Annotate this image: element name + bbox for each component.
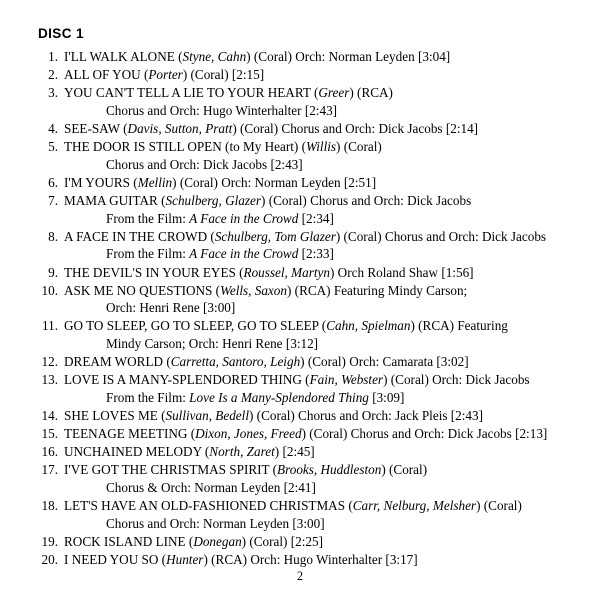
track-text: GO TO SLEEP, GO TO SLEEP, GO TO SLEEP (	[64, 318, 327, 334]
track-text: ALL OF YOU (	[64, 67, 149, 83]
composer-credit: Dixon, Jones, Freed	[195, 426, 302, 442]
track-item	[34, 497, 578, 532]
track-text: I NEED YOU SO (	[64, 552, 167, 567]
track-number: 14.	[41, 408, 58, 423]
track-text-line	[64, 264, 578, 282]
track-text: ) (Coral) Chorus and Orch: Dick Jacobs	[335, 228, 547, 244]
track-number: 10.	[41, 282, 58, 298]
track-item	[34, 120, 578, 138]
track-text-line	[64, 389, 578, 407]
track-number: 3.	[48, 85, 58, 101]
track-text-line	[64, 174, 578, 192]
track-text-line	[64, 245, 578, 263]
track-text-line	[64, 102, 578, 120]
composer-credit: Sullivan, Bedell	[165, 408, 249, 423]
track-text: DREAM WORLD (	[64, 354, 171, 370]
composer-credit: A Face in the Crowd	[189, 246, 299, 262]
track-text: THE DEVIL'S IN YOUR EYES (	[64, 264, 244, 280]
track-text-line	[64, 353, 578, 371]
track-item	[34, 174, 578, 192]
track-text-line	[64, 84, 578, 102]
track-text: YOU CAN'T TELL A LIE TO YOUR HEART (	[64, 85, 319, 101]
track-number: 6.	[48, 174, 58, 190]
track-text-line	[64, 407, 578, 425]
track-text: ) (Coral) Orch: Norman Leyden [3:04]	[246, 49, 451, 64]
track-text: ROCK ISLAND LINE (	[64, 533, 194, 549]
track-item	[34, 264, 578, 282]
track-item	[34, 353, 578, 371]
track-item	[34, 192, 578, 227]
track-text-line	[64, 210, 578, 228]
track-text: A FACE IN THE CROWD (	[64, 228, 215, 244]
track-text: ) (Coral) [2:25]	[241, 533, 323, 549]
track-number: 9.	[48, 264, 58, 280]
track-text: ) [2:45]	[274, 444, 315, 460]
disc-title: DISC 1	[38, 26, 84, 41]
track-text: ) (RCA) Orch: Hugo Winterhalter [3:17]	[203, 552, 418, 567]
track-number: 15.	[41, 426, 58, 442]
composer-credit: Hunter	[166, 552, 204, 567]
track-text-line	[64, 371, 578, 389]
track-text-line	[64, 48, 578, 66]
track-text-line	[64, 66, 578, 84]
track-text: ASK ME NO QUESTIONS (	[64, 282, 221, 298]
track-text: [3:09]	[368, 389, 405, 405]
track-item	[34, 533, 578, 551]
track-item	[34, 461, 578, 496]
track-text: ) (Coral) Chorus and Orch: Dick Jacobs	[261, 193, 472, 208]
track-text: SEE-SAW (	[64, 121, 128, 136]
track-text: I'LL WALK ALONE (	[64, 49, 183, 64]
track-text: UNCHAINED MELODY (	[64, 444, 210, 460]
track-number: 12.	[41, 354, 58, 370]
composer-credit: Love Is a Many-Splendored Thing	[189, 389, 369, 405]
composer-credit: Porter	[148, 67, 183, 83]
track-text-line	[64, 515, 578, 533]
track-item	[34, 371, 578, 406]
track-text: Orch: Henri Rene [3:00]	[106, 300, 236, 316]
track-text-line	[64, 425, 578, 443]
track-number: 8.	[48, 228, 58, 244]
composer-credit: Greer	[318, 85, 350, 101]
track-text: ) (Coral)	[476, 498, 522, 514]
track-text: ) (Coral) Chorus and Orch: Dick Jacobs [2:13]	[301, 426, 548, 442]
composer-credit: Willis	[305, 139, 337, 155]
track-text: From the Film:	[106, 389, 190, 405]
track-text: LET'S HAVE AN OLD-FASHIONED CHRISTMAS (	[64, 498, 353, 514]
track-number: 11.	[42, 318, 58, 334]
track-text: I'M YOURS (	[64, 174, 138, 190]
composer-credit: Mellin	[137, 174, 173, 190]
composer-credit: Roussel, Martyn	[243, 264, 330, 280]
track-text: LOVE IS A MANY-SPLENDORED THING (	[64, 372, 310, 388]
track-text-line	[64, 192, 578, 210]
composer-credit: North, Zaret	[209, 444, 275, 460]
track-number: 4.	[48, 121, 58, 136]
track-text-line	[64, 533, 578, 551]
track-text-line	[64, 282, 578, 300]
track-item	[34, 282, 578, 317]
track-number: 19.	[41, 533, 58, 549]
track-text-line	[64, 317, 578, 335]
track-text: Chorus and Orch: Hugo Winterhalter [2:43]	[106, 102, 338, 118]
composer-credit: Fain, Webster	[309, 372, 384, 388]
composer-credit: Styne, Cahn	[182, 49, 247, 64]
track-item	[34, 48, 578, 66]
track-text: SHE LOVES ME (	[64, 408, 166, 423]
track-text: TEENAGE MEETING (	[64, 426, 196, 442]
track-text: ) Orch Roland Shaw [1:56]	[329, 264, 474, 280]
track-text-line	[64, 497, 578, 515]
track-text-line	[64, 156, 578, 174]
track-number: 2.	[48, 67, 58, 83]
track-item	[34, 425, 578, 443]
track-text: MAMA GUITAR (	[64, 193, 166, 208]
track-text: ) (Coral) Chorus and Orch: Dick Jacobs [2:14]	[232, 121, 479, 136]
track-item	[34, 66, 578, 84]
composer-credit: Cahn, Spielman	[326, 318, 411, 334]
track-number: 1.	[48, 49, 58, 64]
track-item	[34, 317, 578, 352]
page-number: 2	[296, 569, 304, 583]
track-item	[34, 407, 578, 425]
track-listing	[34, 48, 578, 569]
track-text: ) (RCA)	[349, 85, 393, 101]
track-number: 7.	[48, 193, 58, 208]
track-number: 20.	[41, 552, 58, 567]
track-text: ) (Coral)	[336, 139, 382, 155]
track-text: ) (Coral)	[381, 462, 428, 478]
track-number: 18.	[41, 498, 58, 514]
track-text: ) (Coral) Orch: Dick Jacobs	[383, 372, 530, 388]
track-text: THE DOOR IS STILL OPEN (to My Heart) (	[64, 139, 306, 155]
track-text: ) (Coral) Orch: Camarata [3:02]	[300, 354, 469, 370]
track-text-line	[64, 120, 578, 138]
track-text: ) (Coral) Orch: Norman Leyden [2:51]	[172, 174, 377, 190]
track-text: Chorus & Orch: Norman Leyden [2:41]	[106, 480, 316, 495]
composer-credit: A Face in the Crowd	[189, 210, 299, 226]
track-number: 13.	[41, 372, 58, 388]
track-text-line	[64, 299, 578, 317]
track-text: From the Film:	[106, 210, 190, 226]
track-text: Chorus and Orch: Norman Leyden [3:00]	[106, 515, 325, 531]
track-item	[34, 551, 578, 569]
track-text-line	[64, 138, 578, 156]
track-text: ) (Coral) Chorus and Orch: Jack Pleis [2:43]	[248, 408, 484, 423]
composer-credit: Donegan	[193, 533, 242, 549]
track-text: ) (RCA) Featuring Mindy Carson;	[286, 282, 468, 298]
composer-credit: Schulberg, Tom Glazer	[214, 228, 336, 244]
track-text-line	[64, 228, 578, 246]
track-text: ) (Coral) [2:15]	[182, 67, 265, 83]
composer-credit: Brooks, Huddleston	[277, 462, 382, 478]
track-text-line	[64, 335, 578, 353]
composer-credit: Wells, Saxon	[220, 282, 287, 298]
track-text-line	[64, 551, 578, 569]
composer-credit: Carretta, Santoro, Leigh	[170, 354, 301, 370]
track-text-line	[64, 479, 578, 497]
track-number: 16.	[41, 444, 58, 460]
track-text: Mindy Carson; Orch: Henri Rene [3:12]	[106, 336, 319, 351]
track-item	[34, 138, 578, 173]
track-text: From the Film:	[106, 246, 190, 262]
track-item	[34, 84, 578, 119]
track-number: 5.	[48, 139, 58, 155]
track-text: [2:33]	[298, 246, 334, 262]
track-number: 17.	[41, 462, 58, 478]
track-text: [2:34]	[298, 210, 334, 226]
composer-credit: Carr, Nelburg, Melsher	[352, 498, 477, 514]
composer-credit: Schulberg, Glazer	[165, 193, 261, 208]
track-text: ) (RCA) Featuring	[410, 318, 508, 334]
track-text: Chorus and Orch: Dick Jacobs [2:43]	[106, 156, 303, 172]
track-text-line	[64, 461, 578, 479]
track-text-line	[64, 443, 578, 461]
track-item	[34, 228, 578, 263]
track-item	[34, 443, 578, 461]
composer-credit: Davis, Sutton, Pratt	[127, 121, 233, 136]
track-text: I'VE GOT THE CHRISTMAS SPIRIT (	[64, 462, 278, 478]
